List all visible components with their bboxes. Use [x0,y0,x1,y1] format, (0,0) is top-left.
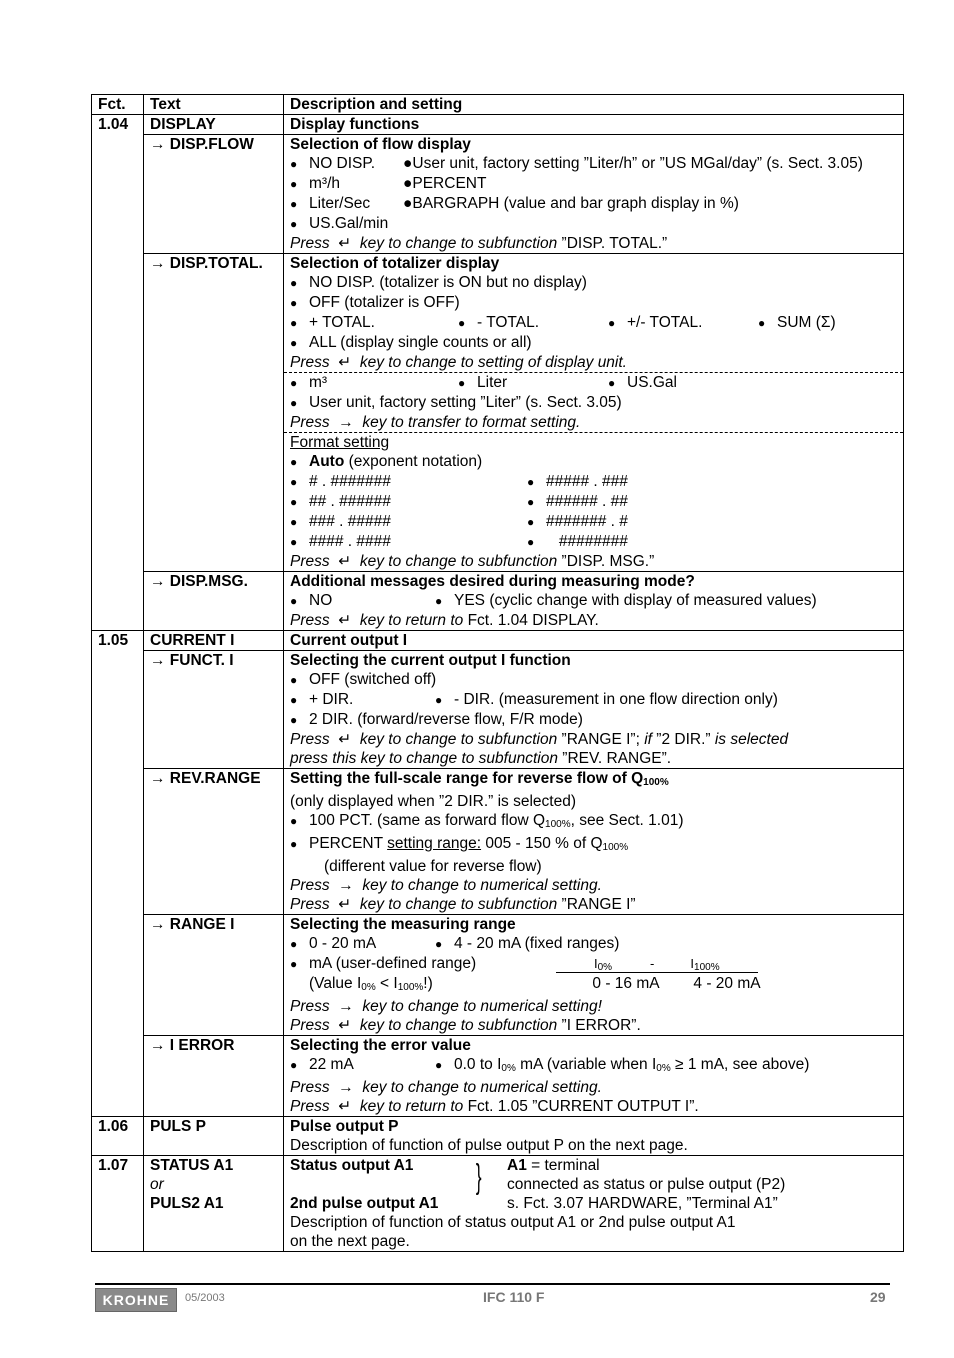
flow-title: Selection of flow display [290,136,471,153]
row-funct-i: → FUNCT. I Selecting the current output I function ● OFF (switched off) ● + DIR. ● - DIR. (measurement in one flow direction only) ● 2 DIR. (forward/reverse flow, F/R mode) Press ↵ key to change to subfunction ”RANGE I”; if ”2 DIR.” is selected press this key to change to subfunction ”REV. RANGE”. [92,651,904,769]
right-arrow-key-icon: → [338,998,354,1015]
right-arrow-key-icon: → [338,877,354,894]
flow-option-usgal: ● US.Gal/min [290,214,897,234]
footer-date: 05/2003 [185,1292,225,1304]
function-table [91,94,904,1252]
enter-key-icon: ↵ [338,1017,352,1034]
right-arrow-key-icon: → [338,1079,354,1096]
enter-key-icon: ↵ [338,553,352,570]
krohne-logo: KROHNE [95,1288,177,1312]
header-desc: Description and setting [284,95,904,115]
text-display: DISPLAY [144,115,284,135]
desc-disp-msg: Additional messages desired during measuring mode? ● NO ● YES (cyclic change with display of measured values) Press ↵ key to return to Fct. 1.04 DISPLAY. [284,572,904,631]
row-rev-range: → REV.RANGE Setting the full-scale range for reverse flow of $Q_{100\%}$ (only displayed when ”2 DIR.” is selected) ● 100 PCT. (same as forward flow $Q_{100\%}$, see Sect. 1.01) ● PERCENT setting range: 005 - 150 % of $Q_{100\%}$ (different value for reverse flow) Press → key to change to numerical setting. Press ↵ key to change to subfunction ”RANGE I” [92,769,904,915]
right-arrow-key-icon: → [338,414,354,431]
flow-options-2: ● m³/h ● PERCENT [290,174,897,194]
desc-disp-total: Selection of totalizer display ● NO DISP. (totalizer is ON but no display) ● OFF (totalizer is OFF) ● + TOTAL. ● - TOTAL. ● +/- TOTAL. ● SUM (Σ) ● ALL (display single counts or all) Press ↵ key to change to setting of display unit. ● m³ ● Liter ● US.Gal ● User unit, factory setting ”Liter” (s. Sect. 3.05) Press → key to transfer to format setting. Format setting ● Auto (exponent notation) ● # . ####### ● ##### . ### ● ## . ###### ● ###### . ## ● ### . ##### ● ####### . # ● #### . #### ● ######## Press ↵ key to change to subfunction ”DISP. MSG.” [284,254,904,572]
total-title: Selection of totalizer display [290,255,500,272]
footer-model: IFC 110 F [483,1289,545,1305]
total-unit-options: ● m³ ● Liter ● US.Gal [284,372,903,393]
row-disp-flow [92,135,904,254]
total-mode-options: ● + TOTAL. ● - TOTAL. ● +/- TOTAL. ● SUM (Σ) [290,313,897,333]
header-fct: Fct. [92,95,144,115]
enter-key-icon: ↵ [338,612,352,629]
format-setting-block: Format setting ● Auto (exponent notation) ● # . ####### ● ##### . ### ● ## . ###### ● ###### . ## ● ### . ##### ● ####### . # ● #### . #### ● ######## [284,432,903,552]
row-1-06: 1.06 PULS P Pulse output P Description of function of pulse output P on the next page. [92,1117,904,1156]
text-disp-total: → DISP.TOTAL. [144,254,284,572]
enter-key-icon: ↵ [338,731,352,748]
enter-key-icon: ↵ [338,354,352,371]
table-header-row [92,95,904,115]
enter-key-icon: ↵ [338,1098,352,1115]
total-press-2: Press → key to transfer to format setting. [290,414,581,431]
flow-options-3: ● Liter/Sec ● BARGRAPH (value and bar graph display in %) [290,194,897,214]
flow-press-line: Press ↵ key to change to subfunction ”DISP. TOTAL.” [290,235,668,252]
page-number: 29 [870,1289,886,1305]
flow-options-1: ● NO DISP. ● User unit, factory setting ”Liter/h” or ”US MGal/day” (s. Sect. 3.05) [290,154,897,174]
row-1-05: 1.05 CURRENT I Current output I [92,631,904,651]
row-1-04 [92,115,904,135]
row-disp-msg [92,572,904,631]
desc-display: Display functions [284,115,904,135]
row-disp-total [92,254,904,572]
fct-1-04: 1.04 [92,115,144,135]
row-i-error: → I ERROR Selecting the error value ● 22 mA ● 0.0 to $I_{0\%}$ mA (variable when $I_{0\%} \ge 1$ mA, see above) Press → key to change to numerical setting. Press ↵ key to return to Fct. 1.05 ”CURRENT OUTPUT I”. [92,1036,904,1117]
desc-disp-flow [284,135,904,254]
total-press-3: Press ↵ key to change to subfunction ”DISP. MSG.” [290,553,655,570]
row-1-07: 1.07 STATUS A1 or PULS2 A1 Status output A1 2nd pulse output A1 } A1 = terminal connected as status or pulse output (P2) s. Fct. 3.07 HARDWARE, ”Terminal A1” Description of function of status output A1 or 2nd pulse output A1 on the next page. [92,1156,904,1252]
enter-key-icon: ↵ [338,896,352,913]
text-disp-msg: → DISP.MSG. [144,572,284,631]
footer-rule [95,1283,890,1285]
header-text: Text [144,95,284,115]
status-output-block: Status output A1 2nd pulse output A1 } A1 = terminal connected as status or pulse output (P2) s. Fct. 3.07 HARDWARE, ”Terminal A1” [290,1157,786,1212]
enter-key-icon: ↵ [338,235,352,252]
text-disp-flow: → DISP.FLOW [144,135,284,254]
row-range-i: → RANGE I Selecting the measuring range ● 0 - 20 mA ● 4 - 20 mA (fixed ranges) ● mA (user-defined range) $I_{0\%} - I_{100\%}$ (Value $I_{0\%} < I_{100\%}$!) 0 - 16 mA 4 - 20 mA Press → key to change to numerical setting! Press ↵ key to change to subfunction ”I ERROR”. [92,915,904,1036]
brace-icon: } [475,1158,482,1196]
range-header: $I_{0\%} - I_{100\%}$ [556,954,758,973]
total-press-1: Press ↵ key to change to setting of display unit. [290,354,627,371]
